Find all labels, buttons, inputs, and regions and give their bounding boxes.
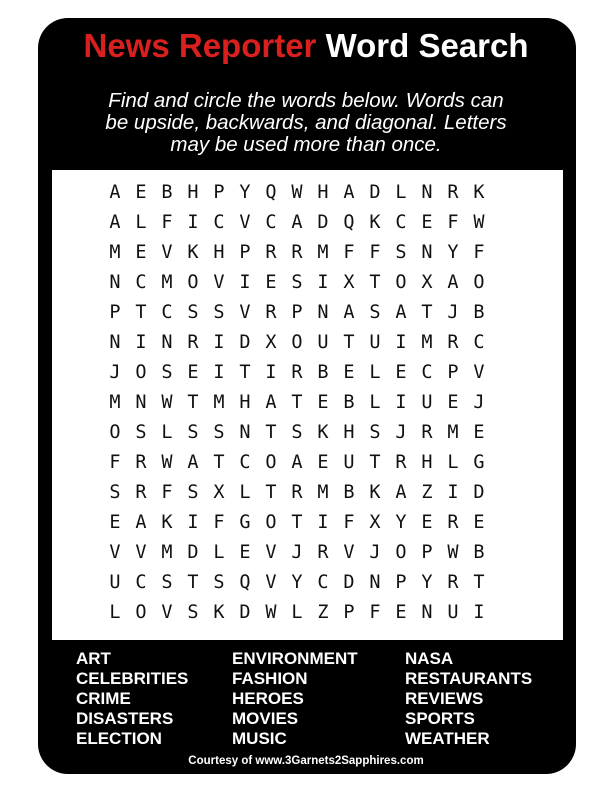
grid-cell[interactable]: R [265,301,277,323]
grid-cell[interactable]: R [135,481,147,503]
grid-cell[interactable]: E [317,391,329,413]
grid-cell[interactable]: H [187,181,199,203]
grid-cell[interactable]: S [187,481,199,503]
grid-cell[interactable]: D [239,601,251,623]
grid-cell[interactable]: T [369,451,381,473]
grid-cell[interactable]: F [213,511,225,533]
grid-cell[interactable]: I [395,391,407,413]
grid-cell[interactable]: F [161,481,173,503]
grid-cell[interactable]: V [265,571,277,593]
grid-row [102,477,492,507]
grid-cell[interactable]: P [109,301,121,323]
grid-cell[interactable]: A [187,451,199,473]
grid-cell[interactable]: H [239,391,251,413]
grid-cell[interactable]: L [291,601,303,623]
grid-cell[interactable]: P [395,571,407,593]
grid-cell[interactable]: F [109,451,121,473]
grid-cell[interactable]: S [369,421,381,443]
grid-cell[interactable]: Y [421,571,433,593]
grid-cell[interactable]: C [239,451,251,473]
grid-cell[interactable]: S [187,301,199,323]
grid-cell[interactable]: A [343,181,355,203]
grid-cell[interactable]: M [447,421,459,443]
grid-cell[interactable]: A [109,211,121,233]
grid-cell[interactable]: S [213,421,225,443]
grid-cell[interactable]: H [213,241,225,263]
grid-cell[interactable]: J [395,421,407,443]
grid-cell[interactable]: L [369,391,381,413]
grid-cell[interactable]: F [343,511,355,533]
grid-row [102,297,492,327]
grid-cell[interactable]: M [161,271,173,293]
grid-cell[interactable]: U [343,451,355,473]
grid-cell[interactable]: F [369,241,381,263]
grid-cell[interactable]: B [473,541,485,563]
grid-cell[interactable]: A [447,271,459,293]
grid-cell[interactable]: U [447,601,459,623]
grid-cell[interactable]: M [317,481,329,503]
grid-cell[interactable]: G [473,451,485,473]
title-part-1: News Reporter [83,27,317,64]
grid-cell[interactable]: O [395,541,407,563]
grid-cell[interactable]: T [213,451,225,473]
page-title [0,26,612,66]
grid-cell[interactable]: S [291,271,303,293]
grid-cell[interactable]: P [239,241,251,263]
grid-cell[interactable]: T [291,511,303,533]
grid-cell[interactable]: X [369,511,381,533]
grid-cell[interactable]: V [473,361,485,383]
grid-cell[interactable]: L [395,181,407,203]
grid-cell[interactable]: W [447,541,459,563]
grid-cell[interactable]: R [317,541,329,563]
grid-cell[interactable]: T [187,571,199,593]
grid-cell[interactable]: M [109,241,121,263]
grid-cell[interactable]: F [447,211,459,233]
grid-cell[interactable]: W [265,601,277,623]
grid-cell[interactable]: L [213,541,225,563]
grid-cell[interactable]: Q [343,211,355,233]
grid-cell[interactable]: V [239,211,251,233]
letter-grid[interactable] [102,177,492,627]
grid-cell[interactable]: W [291,181,303,203]
grid-cell[interactable]: A [265,391,277,413]
grid-cell[interactable]: A [135,511,147,533]
grid-cell[interactable]: D [187,541,199,563]
grid-cell[interactable]: D [473,481,485,503]
word-item: HEROES [232,689,304,708]
grid-cell[interactable]: R [421,421,433,443]
grid-cell[interactable]: S [395,241,407,263]
grid-cell[interactable]: O [135,361,147,383]
grid-cell[interactable]: M [213,391,225,413]
grid-cell[interactable]: D [369,181,381,203]
grid-cell[interactable]: Y [447,241,459,263]
word-item: MUSIC [232,729,287,748]
word-item: CRIME [76,689,131,708]
grid-cell[interactable]: X [265,331,277,353]
grid-cell[interactable]: U [421,391,433,413]
word-list-column-2 [232,649,358,749]
grid-cell[interactable]: V [135,541,147,563]
grid-cell[interactable]: P [213,181,225,203]
grid-cell[interactable]: T [343,331,355,353]
grid-cell[interactable]: P [421,541,433,563]
grid-cell[interactable]: R [291,481,303,503]
grid-cell[interactable]: S [291,421,303,443]
grid-cell[interactable]: R [187,331,199,353]
grid-cell[interactable]: S [187,601,199,623]
grid-cell[interactable]: S [135,421,147,443]
grid-cell[interactable]: X [421,271,433,293]
grid-cell[interactable]: I [317,271,329,293]
grid-cell[interactable]: I [265,361,277,383]
grid-row [102,537,492,567]
grid-row [102,207,492,237]
grid-cell[interactable]: Y [291,571,303,593]
grid-cell[interactable]: S [213,301,225,323]
grid-cell[interactable]: R [135,451,147,473]
grid-cell[interactable]: M [109,391,121,413]
grid-cell[interactable]: S [369,301,381,323]
grid-row [102,447,492,477]
grid-cell[interactable]: E [473,511,485,533]
grid-cell[interactable]: J [291,541,303,563]
grid-cell[interactable]: S [187,421,199,443]
grid-cell[interactable]: V [265,541,277,563]
grid-cell[interactable]: S [213,571,225,593]
grid-cell[interactable]: R [447,571,459,593]
grid-cell[interactable]: S [161,571,173,593]
grid-cell[interactable]: I [395,331,407,353]
grid-row [102,327,492,357]
grid-cell[interactable]: A [395,481,407,503]
grid-cell[interactable]: K [213,601,225,623]
grid-cell[interactable]: D [343,571,355,593]
grid-cell[interactable]: Q [265,181,277,203]
grid-cell[interactable]: U [369,331,381,353]
grid-cell[interactable]: L [369,361,381,383]
grid-cell[interactable]: U [317,331,329,353]
grid-cell[interactable]: C [135,571,147,593]
instructions-line: may be used more than once. [170,133,442,156]
grid-cell[interactable]: F [369,601,381,623]
grid-cell[interactable]: X [343,271,355,293]
grid-cell[interactable]: D [317,211,329,233]
grid-cell[interactable]: O [109,421,121,443]
grid-cell[interactable]: R [447,331,459,353]
grid-cell[interactable]: M [161,541,173,563]
grid-cell[interactable]: Z [317,601,329,623]
grid-cell[interactable]: A [395,301,407,323]
grid-cell[interactable]: L [239,481,251,503]
grid-row [102,237,492,267]
grid-cell[interactable]: C [265,211,277,233]
grid-cell[interactable]: C [473,331,485,353]
grid-cell[interactable]: N [135,391,147,413]
grid-cell[interactable]: F [161,211,173,233]
grid-cell[interactable]: M [421,331,433,353]
grid-cell[interactable]: L [161,421,173,443]
grid-cell[interactable]: R [265,241,277,263]
grid-cell[interactable]: N [109,271,121,293]
grid-cell[interactable]: K [317,421,329,443]
word-item: SPORTS [405,709,475,728]
word-item: CELEBRITIES [76,669,189,688]
word-item: DISASTERS [76,709,174,728]
grid-cell[interactable]: I [187,511,199,533]
grid-cell[interactable]: J [369,541,381,563]
grid-cell[interactable]: H [343,421,355,443]
grid-cell[interactable]: E [421,211,433,233]
grid-cell[interactable]: E [135,241,147,263]
grid-cell[interactable]: T [187,391,199,413]
grid-cell[interactable]: C [161,301,173,323]
grid-cell[interactable]: E [109,511,121,533]
grid-cell[interactable]: V [213,271,225,293]
grid-row [102,357,492,387]
grid-cell[interactable]: T [265,421,277,443]
grid-cell[interactable]: H [317,181,329,203]
grid-cell[interactable]: E [265,271,277,293]
grid-cell[interactable]: E [473,421,485,443]
grid-cell[interactable]: I [239,271,251,293]
grid-cell[interactable]: C [135,271,147,293]
grid-cell[interactable]: W [473,211,485,233]
grid-cell[interactable]: B [161,181,173,203]
grid-cell[interactable]: T [239,361,251,383]
footer-credit: Courtesy of www.3Garnets2Sapphires.com [188,755,424,767]
grid-cell[interactable]: C [213,211,225,233]
grid-cell[interactable]: O [187,271,199,293]
grid-cell[interactable]: E [187,361,199,383]
grid-cell[interactable]: N [109,331,121,353]
grid-cell[interactable]: O [265,451,277,473]
grid-cell[interactable]: M [317,241,329,263]
grid-cell[interactable]: K [369,481,381,503]
grid-cell[interactable]: E [421,511,433,533]
word-list-column-3 [405,649,532,749]
grid-cell[interactable]: T [265,481,277,503]
word-item: ART [76,649,111,668]
grid-cell[interactable]: T [135,301,147,323]
grid-cell[interactable]: C [317,571,329,593]
grid-cell[interactable]: K [369,211,381,233]
word-item: RESTAURANTS [405,669,533,688]
grid-cell[interactable]: E [447,391,459,413]
grid-cell[interactable]: Z [421,481,433,503]
grid-cell[interactable]: T [291,391,303,413]
word-list-column-1 [76,649,188,749]
grid-cell[interactable]: I [447,481,459,503]
grid-row [102,177,492,207]
word-item: MOVIES [232,709,299,728]
grid-cell[interactable]: S [161,361,173,383]
grid-cell[interactable]: N [421,601,433,623]
grid-row [102,507,492,537]
grid-cell[interactable]: N [317,301,329,323]
grid-cell[interactable]: C [395,211,407,233]
grid-cell[interactable]: R [291,361,303,383]
instructions [50,90,562,156]
grid-cell[interactable]: R [447,511,459,533]
grid-cell[interactable]: G [239,511,251,533]
word-item: ENVIRONMENT [232,649,358,668]
grid-cell[interactable]: W [161,451,173,473]
grid-row [102,267,492,297]
grid-row [102,387,492,417]
grid-cell[interactable]: A [291,451,303,473]
grid-cell[interactable]: E [317,451,329,473]
grid-cell[interactable]: A [291,211,303,233]
grid-cell[interactable]: R [447,181,459,203]
grid-cell[interactable]: E [343,361,355,383]
grid-cell[interactable]: N [369,571,381,593]
grid-row [102,597,492,627]
grid-cell[interactable]: L [109,601,121,623]
grid-row [102,567,492,597]
grid-cell[interactable]: E [395,361,407,383]
grid-cell[interactable]: I [317,511,329,533]
grid-cell[interactable]: F [473,241,485,263]
grid-cell[interactable]: K [473,181,485,203]
grid-cell[interactable]: N [421,181,433,203]
grid-cell[interactable]: L [135,211,147,233]
grid-cell[interactable]: O [395,271,407,293]
grid-cell[interactable]: V [343,541,355,563]
grid-cell[interactable]: Y [239,181,251,203]
grid-cell[interactable]: T [369,271,381,293]
grid-cell[interactable]: K [161,511,173,533]
grid-cell[interactable]: V [161,241,173,263]
grid-cell[interactable]: N [239,421,251,443]
grid-cell[interactable]: E [239,541,251,563]
grid-cell[interactable]: B [473,301,485,323]
grid-cell[interactable]: A [109,181,121,203]
grid-cell[interactable]: P [291,301,303,323]
grid-cell[interactable]: Q [239,571,251,593]
grid-cell[interactable]: E [135,181,147,203]
grid-cell[interactable]: V [109,541,121,563]
instructions-line: Find and circle the words below. Words can [108,89,504,112]
grid-cell[interactable]: I [473,601,485,623]
instructions-line: be upside, backwards, and diagonal. Letters [105,111,507,134]
grid-cell[interactable]: I [135,331,147,353]
grid-cell[interactable]: X [213,481,225,503]
grid-cell[interactable]: I [213,361,225,383]
word-item: ELECTION [76,729,162,748]
word-item: NASA [405,649,454,668]
grid-cell[interactable]: N [421,241,433,263]
grid-cell[interactable]: J [473,391,485,413]
grid-cell[interactable]: R [291,241,303,263]
grid-cell[interactable]: T [421,301,433,323]
grid-cell[interactable]: O [473,271,485,293]
grid-cell[interactable]: B [343,481,355,503]
grid-cell[interactable]: P [343,601,355,623]
grid-cell[interactable]: K [187,241,199,263]
word-item: FASHION [232,669,308,688]
word-item: REVIEWS [405,689,484,708]
grid-row [102,417,492,447]
grid-cell[interactable]: H [421,451,433,473]
grid-cell[interactable]: Y [395,511,407,533]
title-part-2: Word Search [325,27,529,64]
grid-cell[interactable]: T [473,571,485,593]
grid-cell[interactable]: A [343,301,355,323]
grid-cell[interactable]: J [447,301,459,323]
grid-cell[interactable]: L [447,451,459,473]
grid-cell[interactable]: I [213,331,225,353]
grid-cell[interactable]: V [239,301,251,323]
grid-cell[interactable]: B [317,361,329,383]
grid-cell[interactable]: U [109,571,121,593]
grid-cell[interactable]: F [343,241,355,263]
grid-cell[interactable]: P [447,361,459,383]
word-item: WEATHER [405,729,490,748]
grid-cell[interactable]: D [239,331,251,353]
grid-cell[interactable]: E [395,601,407,623]
grid-cell[interactable]: W [161,391,173,413]
grid-cell[interactable]: O [265,511,277,533]
grid-cell[interactable]: V [161,601,173,623]
grid-cell[interactable]: O [291,331,303,353]
grid-cell[interactable]: J [109,361,121,383]
grid-cell[interactable]: R [395,451,407,473]
grid-cell[interactable]: B [343,391,355,413]
grid-cell[interactable]: S [109,481,121,503]
grid-cell[interactable]: N [161,331,173,353]
grid-cell[interactable]: O [135,601,147,623]
grid-cell[interactable]: I [187,211,199,233]
grid-cell[interactable]: C [421,361,433,383]
